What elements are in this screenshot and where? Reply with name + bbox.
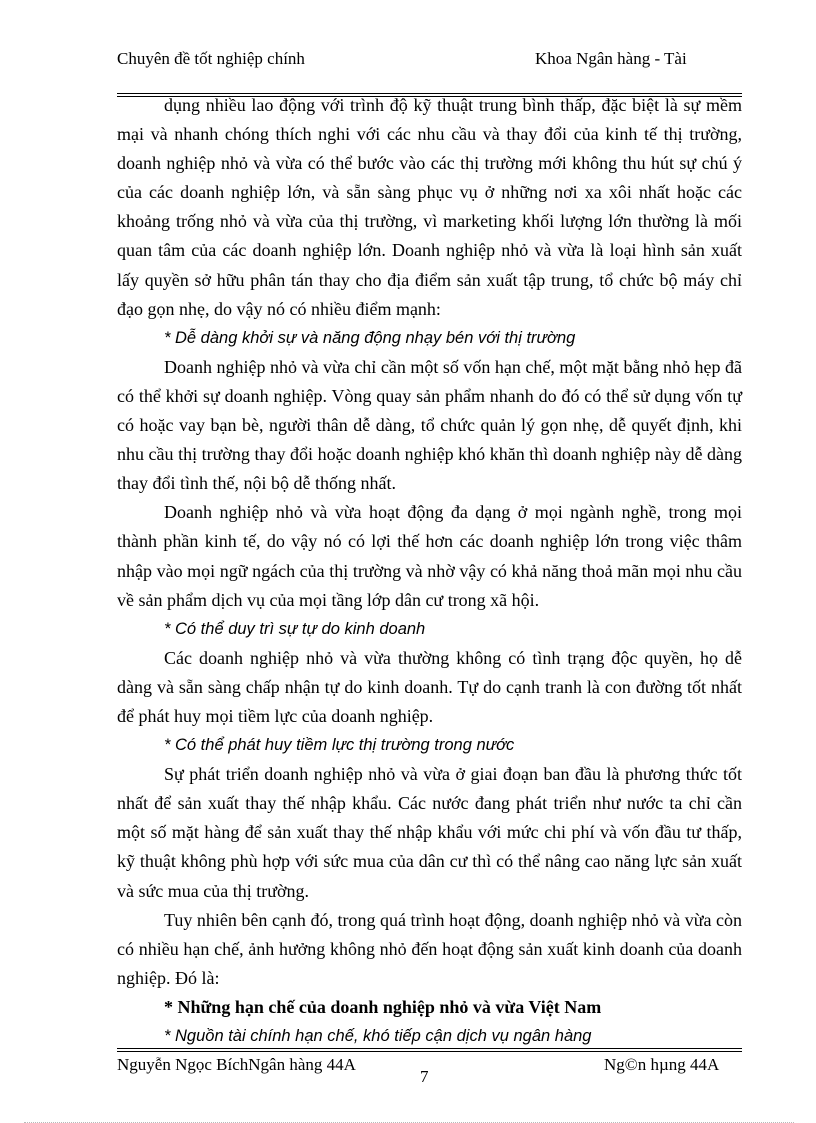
paragraph: Tuy nhiên bên cạnh đó, trong quá trình hoạt động, doanh nghiệp nhỏ và vừa còn có nhiều hạn chế, ảnh hưởng không nhỏ đến hoạt động sản xuất kinh doanh của doanh nghiệp. Đó là:: [117, 909, 742, 988]
italic-subheading: * Dễ dàng khởi sự và năng động nhạy bén với thị trường: [164, 328, 576, 347]
page-number: 7: [420, 1067, 429, 1086]
italic-subheading: * Nguồn tài chính hạn chế, khó tiếp cận dịch vụ ngân hàng: [164, 1027, 592, 1045]
document-body: [117, 91, 742, 1051]
page-header: [117, 48, 742, 94]
footer-author: Nguyễn Ngọc BíchNgân hàng 44A: [117, 1055, 356, 1074]
paragraph: Doanh nghiệp nhỏ và vừa chỉ cần một số vốn hạn chế, một mặt bằng nhỏ hẹp đã có thể khởi sự doanh nghiệp. Vòng quay sản phẩm nhanh do đó có thể sử dụng vốn tự có hoặc vay bạn bè, người thân dễ dàng, tổ chức quản lý gọn nhẹ, dễ quyết định, khi nhu cầu thị trường thay đổi hoặc doanh nghiệp khó khăn thì doanh nghiệp này dễ dàng thay đổi tình thế, nội bộ dễ thống nhất.: [117, 356, 742, 494]
paragraph: Doanh nghiệp nhỏ và vừa hoạt động đa dạng ở mọi ngành nghề, trong mọi thành phần kinh tế, do vậy nó có lợi thế hơn các doanh nghiệp lớn trong việc thâm nhập vào mọi ngữ ngách của thị trường và nhờ vậy có khả năng thoả mãn mọi nhu cầu về sản phẩm dịch vụ của mọi tầng lớp dân cư trong xã hội.: [117, 502, 742, 610]
footer-right-text: Ng©n hµng 44A: [604, 1055, 720, 1074]
paragraph: dụng nhiều lao động với trình độ kỹ thuật trung bình thấp, đặc biệt là sự mềm mại và nhanh chóng thích nghi với các nhu cầu và thay đổi của kinh tế thị trường, doanh nghiệp nhỏ và vừa có thể bước vào các thị trường mới không thu hút sự chú ý của các doanh nghiệp lớn, và sẵn sàng phục vụ ở những nơi xa xôi nhất hoặc các khoảng trống nhỏ và vừa của thị trường, vì marketing khối lượng lớn thường là mối quan tâm của các doanh nghiệp lớn. Doanh nghiệp nhỏ và vừa là loại hình sản xuất lấy quyền sở hữu phân tán thay cho địa điểm sản xuất tập trung, tổ chức bộ máy chỉ đạo gọn nhẹ, do vậy nó có nhiều điểm mạnh:: [117, 95, 742, 319]
italic-subheading: * Có thể phát huy tiềm lực thị trường trong nước: [164, 736, 515, 755]
header-right-text: Khoa Ngân hàng - Tài: [535, 49, 687, 68]
italic-subheading: * Có thể duy trì sự tự do kinh doanh: [164, 619, 426, 638]
bold-heading: * Những hạn chế của doanh nghiệp nhỏ và vừa Việt Nam: [164, 996, 602, 1017]
header-left-text: Chuyên đề tốt nghiệp chính: [117, 49, 305, 68]
footer-rule-second: [117, 1051, 742, 1052]
paragraph: Các doanh nghiệp nhỏ và vừa thường không có tình trạng độc quyền, họ dễ dàng và sẵn sàng chấp nhận tự do kinh doanh. Tự do cạnh tranh là con đường tốt nhất để phát huy mọi tiềm lực của doanh nghiệp.: [117, 647, 742, 726]
footer-rule: [117, 1048, 742, 1049]
paragraph: Sự phát triển doanh nghiệp nhỏ và vừa ở giai đoạn ban đầu là phương thức tốt nhất để sản xuất thay thế nhập khẩu. Các nước đang phát triển như nước ta chỉ cần một số mặt hàng để sản xuất thay thế nhập khẩu với mức chi phí và vốn đầu tư thấp, kỹ thuật không phù hợp với sức mua của dân cư thì có thể nâng cao năng lực sản xuất và sức mua của thị trường.: [117, 764, 742, 901]
